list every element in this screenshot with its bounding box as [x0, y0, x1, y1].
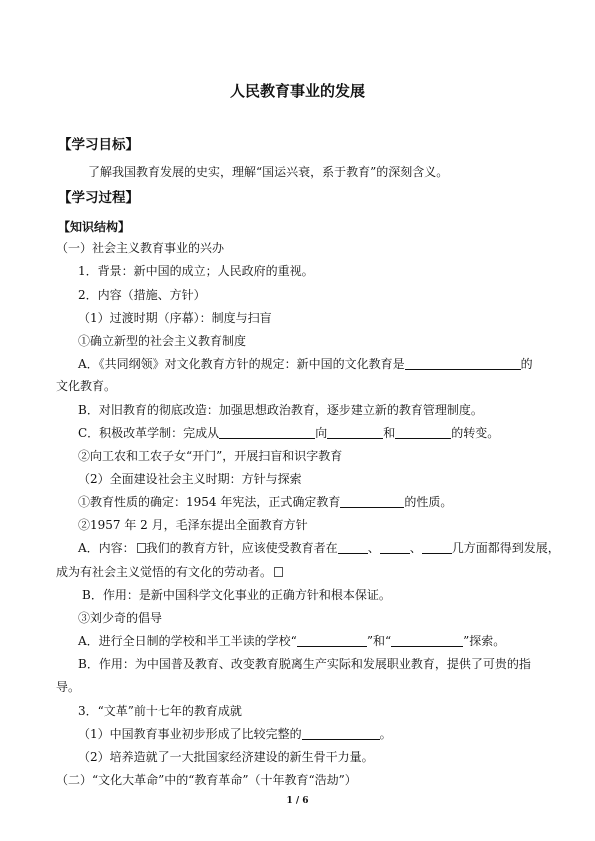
text-segment: 的 — [520, 357, 533, 371]
text-segment: 成为有社会主义觉悟的有文化的劳动者。 — [56, 565, 273, 579]
fill-blank[interactable] — [327, 426, 383, 439]
text-segment: A．内容： — [78, 541, 135, 555]
page-number: 1 / 6 — [286, 796, 309, 806]
line-mao-policy: ②1957 年 2 月，毛泽东提出全面教育方针 — [78, 518, 308, 532]
fill-blank[interactable] — [219, 426, 315, 439]
text-segment: 我们的教育方针，应该使受教育者在 — [145, 541, 338, 555]
fill-blank[interactable] — [405, 357, 521, 370]
line-new-system: ①确立新型的社会主义教育制度 — [78, 334, 247, 348]
page-title: 人民教育事业的发展 — [229, 82, 365, 100]
text-segment: ”和“ — [366, 634, 392, 648]
line-backbone-force: （2）培养造就了一大批国家经济建设的新生骨干力量。 — [78, 750, 374, 764]
fill-blank[interactable] — [340, 495, 404, 508]
section-two-heading: （二）“文化大革命”中的“教育革命”（十年教育“浩劫”） — [56, 773, 357, 787]
fill-blank[interactable] — [422, 541, 452, 554]
section-one-heading: （一）社会主义教育事业的兴办 — [56, 241, 225, 255]
text-segment: （1）中国教育事业初步形成了比较完整的 — [78, 727, 302, 741]
text-segment: ①教育性质的确定：1954 年宪法，正式确定教育 — [78, 495, 341, 509]
line-open-door: ②向工农和工农子女“开门”，开展扫盲和识字教育 — [78, 449, 343, 463]
fill-blank[interactable] — [297, 634, 367, 647]
text-segment: 、 — [367, 541, 380, 555]
line-school-system-reform — [78, 425, 499, 441]
line-liu-shaoqi: ③刘少奇的倡导 — [78, 611, 163, 625]
line-complete-system — [78, 726, 392, 742]
line-two-school-systems — [78, 633, 505, 649]
checkbox-glyph — [137, 543, 146, 553]
line-socialist-worker — [56, 564, 283, 580]
line-common-program — [78, 356, 533, 372]
text-segment: 。 — [379, 727, 392, 741]
heading-learning-process: 【学习过程】 — [58, 190, 139, 206]
line-education-nature — [78, 494, 452, 510]
line-culture-education: 文化教育。 — [56, 379, 117, 393]
text-segment: ”探索。 — [463, 634, 506, 648]
text-segment: 几方面都得到发展， — [451, 541, 560, 555]
line-policy-content — [78, 540, 560, 556]
line-guidance: 导。 — [56, 680, 81, 694]
fill-blank[interactable] — [395, 426, 451, 439]
checkbox-glyph — [274, 567, 283, 577]
text-segment: 、 — [409, 541, 422, 555]
line-reform-old-education: B．对旧教育的彻底改造：加强思想政治教育，逐步建立新的教育管理制度。 — [78, 403, 483, 417]
heading-learning-goal: 【学习目标】 — [58, 137, 139, 153]
fill-blank[interactable] — [391, 634, 463, 647]
line-content: 2．内容（措施、方针） — [78, 288, 206, 302]
fill-blank[interactable] — [302, 727, 380, 740]
line-background: 1．背景：新中国的成立；人民政府的重视。 — [78, 264, 314, 278]
line-seventeen-years: 3．“文革”前十七年的教育成就 — [78, 704, 242, 718]
fill-blank[interactable] — [380, 541, 410, 554]
heading-knowledge-structure: 【知识结构】 — [58, 220, 131, 234]
text-segment: 的性质。 — [404, 495, 453, 509]
text-segment: C．积极改革学制：完成从 — [78, 426, 220, 440]
text-segment: A．进行全日制的学校和半工半读的学校“ — [78, 634, 297, 648]
line-transition-period: （1）过渡时期（序幕）：制度与扫盲 — [78, 311, 272, 325]
text-segment: 和 — [383, 426, 396, 440]
goal-text: 了解我国教育发展的史实，理解“国运兴衰，系于教育”的深刻含义。 — [88, 165, 449, 179]
text-segment: 的转变。 — [451, 426, 500, 440]
line-policy-effect: B．作用：是新中国科学文化事业的正确方针和根本保证。 — [82, 588, 391, 602]
line-liu-effect: B．作用：为中国普及教育、改变教育脱离生产实际和发展职业教育，提供了可贵的指 — [78, 657, 531, 671]
line-full-construction: （2）全面建设社会主义时期：方针与探索 — [78, 472, 302, 486]
text-segment: 向 — [315, 426, 328, 440]
text-segment: A．《共同纲领》对文化教育方针的规定：新中国的文化教育是 — [78, 357, 405, 371]
fill-blank[interactable] — [338, 541, 368, 554]
